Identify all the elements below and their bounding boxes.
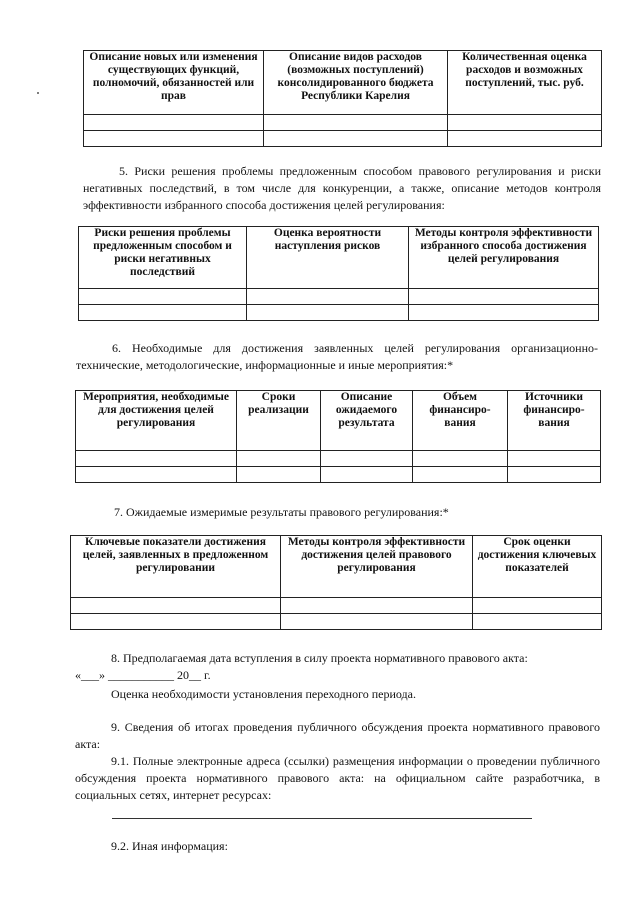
table2-header-1: Риски решения проблемы предложенным способом и риски негативных последствий — [79, 227, 247, 289]
section-7-text: 7. Ожидаемые измеримые результаты правового регулирования:* — [114, 505, 449, 519]
table3-header-2: Сроки реализации — [237, 391, 321, 451]
table-row — [84, 115, 602, 131]
table3-header-5: Источники финансиро-вания — [508, 391, 601, 451]
table-measures — [75, 390, 601, 483]
table-row — [76, 451, 601, 467]
table3-header-4: Объем финансиро-вания — [413, 391, 508, 451]
section-8-date-placeholder[interactable]: «___» ___________ 20__ г. — [75, 668, 211, 682]
table3-header-3: Описание ожидаемого результата — [321, 391, 413, 451]
table-row — [84, 131, 602, 147]
scan-speck — [37, 92, 39, 94]
table2-header-2: Оценка вероятности наступления рисков — [247, 227, 409, 289]
table-row — [79, 305, 599, 321]
table-row — [79, 289, 599, 305]
section-8-text: 8. Предполагаемая дата вступления в силу проекта нормативного правового акта: — [111, 651, 528, 665]
table-row — [71, 614, 602, 630]
section-5-text: 5. Риски решения проблемы предложенным способом правового регулирования и риски негативных последствий, в том числе для конкуренции, а также, описание методов контроля эффективности избранного способа достижения целей регулирования: — [83, 164, 601, 212]
section-6-text: 6. Необходимые для достижения заявленных целей регулирования организационно-технические, методологические, информационные и иные мероприятия:* — [76, 341, 598, 372]
section-8-transition-text: Оценка необходимости установления переходного периода. — [111, 687, 416, 701]
section-9-1-text: 9.1. Полные электронные адреса (ссылки) размещения информации о проведении публичного обсуждения проекта нормативного правового акта: на официальном сайте разработчика, в социальных сетях, интернет ресурсах: — [75, 754, 600, 802]
section-9-2-text: 9.2. Иная информация: — [111, 839, 228, 853]
table-row — [71, 598, 602, 614]
table-risks — [78, 226, 599, 321]
table1-header-2: Описание видов расходов (возможных поступлений) консолидированного бюджета Республики Карелия — [264, 51, 448, 115]
table4-header-1: Ключевые показатели достижения целей, заявленных в предложенном регулировании — [71, 536, 281, 598]
table2-header-3: Методы контроля эффективности избранного способа достижения целей регулирования — [409, 227, 599, 289]
table-row — [76, 467, 601, 483]
table4-header-3: Срок оценки достижения ключевых показателей — [473, 536, 602, 598]
table3-header-1: Мероприятия, необходимые для достижения целей регулирования — [76, 391, 237, 451]
table1-header-3: Количественная оценка расходов и возможных поступлений, тыс. руб. — [448, 51, 602, 115]
table1-header-1: Описание новых или изменения существующих функций, полномочий, обязанностей или прав — [84, 51, 264, 115]
table4-header-2: Методы контроля эффективности достижения целей правового регулирования — [281, 536, 473, 598]
table-budget-impact — [83, 50, 602, 147]
fill-in-line[interactable] — [112, 818, 532, 819]
section-9-text: 9. Сведения об итогах проведения публичного обсуждения проекта нормативного правового акта: — [75, 720, 600, 751]
table-results — [70, 535, 602, 630]
